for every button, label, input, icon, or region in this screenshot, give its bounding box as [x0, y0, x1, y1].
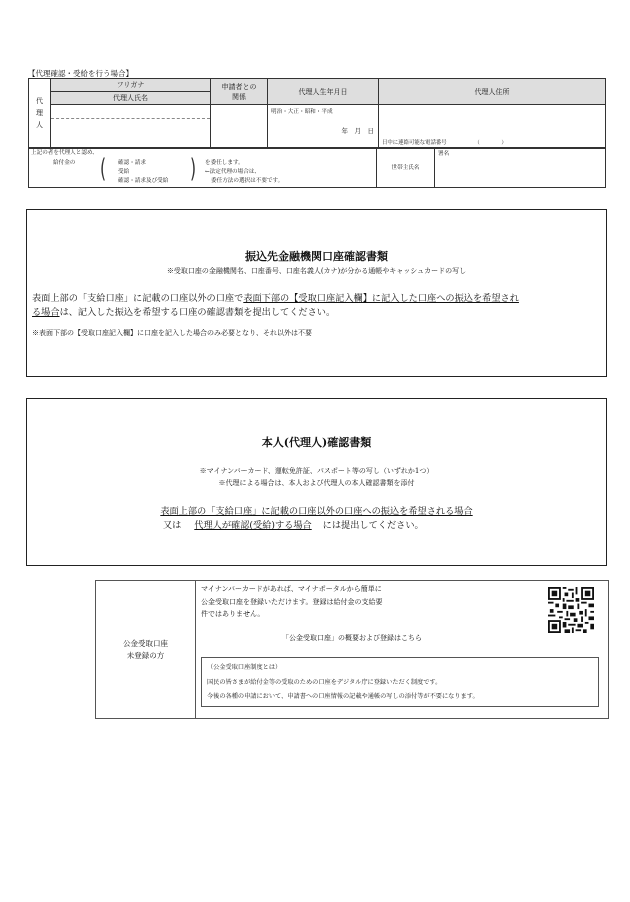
- agent-name-field[interactable]: [51, 105, 211, 148]
- bank-box-note: ※表面下部の【受取口座記入欄】に口座を記入した場合のみ必要となり、それ以外は不要: [32, 329, 312, 337]
- or-label: 又は: [163, 520, 182, 531]
- agent-section-title: 【代理確認・受給を行う場合】: [28, 69, 133, 78]
- name-input[interactable]: [51, 119, 210, 147]
- bank-condition-underlined: 表面下部の【受取口座記入欄】に記入した口座への振込を希望され: [243, 293, 519, 304]
- bank-box-body: 表面上部の「支給口座」に記載の口座以外の口座で表面下部の【受取口座記入欄】に記入した口座への振込を希望され る場合は、記入した振込を希望する口座の確認書類を提出してください。: [32, 293, 519, 318]
- public-account-system-box: [201, 657, 599, 707]
- option-receive[interactable]: 受給: [118, 169, 130, 175]
- signature-field[interactable]: [435, 149, 606, 188]
- agent-name-header: 代理人氏名: [51, 92, 211, 105]
- option-confirm-claim-receive[interactable]: 確認・請求及び受給: [118, 178, 169, 184]
- delegation-intro: 上記の者を代理人と認め、: [31, 150, 98, 156]
- id-box-note-2: ※代理による場合は、本人および代理人の本人確認書類を添付: [218, 479, 415, 487]
- right-brace-icon: ): [190, 154, 197, 184]
- id-condition-2: [163, 517, 424, 531]
- public-account-link[interactable]: 「公金受取口座」の概要および登録はこちら: [282, 634, 422, 642]
- agent-condition: 代理人が確認(受給)する場合: [194, 520, 312, 531]
- relation-field[interactable]: [211, 105, 268, 148]
- agent-table: [28, 78, 606, 148]
- system-line-1: 国民の皆さまが給付金等の受取のための口座をデジタル庁に登録いただく制度です。: [207, 679, 442, 686]
- delegation-cell: [29, 149, 377, 188]
- id-condition-1: 表面上部の「支給口座」に記載の口座以外の口座への振込を希望される場合: [160, 506, 473, 517]
- id-box-note-1: ※マイナンバーカード、運転免許証、パスポート等の写し（いずれか1つ）: [199, 467, 434, 475]
- system-title: （公金受取口座制度とは）: [207, 664, 282, 671]
- signature-label: 署名: [438, 151, 450, 157]
- birthdate-header: 代理人生年月日: [268, 79, 379, 105]
- public-account-label: 公金受取口座 未登録の方: [96, 581, 196, 719]
- era-options: 明治・大正・昭和・平成: [271, 109, 333, 115]
- benefit-label: 給付金の: [53, 160, 76, 166]
- option-confirm-claim[interactable]: 確認・請求: [118, 160, 146, 166]
- birthdate-field[interactable]: [268, 105, 379, 148]
- furigana-input[interactable]: [51, 105, 210, 119]
- relation-header: 申請者との 関係: [211, 79, 268, 105]
- public-account-text: マイナンバーカードがあれば、マイナポータルから簡単に 公金受取口座を登録いただけます。登録は給付金の支給要 件ではありません。: [201, 585, 383, 618]
- address-header: 代理人住所: [379, 79, 606, 105]
- ymd-label: 年 月 日: [341, 127, 374, 135]
- delegation-table: [28, 148, 606, 188]
- left-brace-icon: (: [100, 154, 107, 184]
- legal-note-2: 委任方法の選択は不要です。: [211, 178, 284, 184]
- daytime-phone-label: 日中に連絡可能な電話番号 （ ）: [382, 140, 507, 146]
- id-tail: には提出してください。: [322, 520, 424, 531]
- address-field[interactable]: [379, 105, 606, 148]
- delegate-text: を委任します。: [205, 160, 244, 166]
- public-account-info: [196, 581, 609, 719]
- public-account-table: [95, 580, 609, 719]
- system-line-2: 今後の各種の申請において、申請書への口座情報の記載や通帳の写しの添付等が不要になります。: [207, 693, 479, 700]
- bank-box-subtitle: ※受取口座の金融機関名、口座番号、口座名義人(カナ)が分かる通帳やキャッシュカードの写し: [166, 267, 467, 275]
- furigana-header: フリガナ: [51, 79, 211, 92]
- legal-note-1: ←法定代理の場合は、: [205, 169, 261, 175]
- qr-code-icon[interactable]: [548, 587, 594, 633]
- id-box-title: 本人(代理人)確認書類: [261, 436, 372, 449]
- bank-document-box: [26, 209, 607, 377]
- phone-paren: （ ）: [474, 140, 507, 146]
- agent-side-label: 代 理 人: [29, 79, 51, 148]
- id-document-box: [26, 398, 607, 566]
- household-head-label: 世帯主氏名: [377, 149, 435, 188]
- bank-box-title: 振込先金融機関口座確認書類: [245, 250, 388, 263]
